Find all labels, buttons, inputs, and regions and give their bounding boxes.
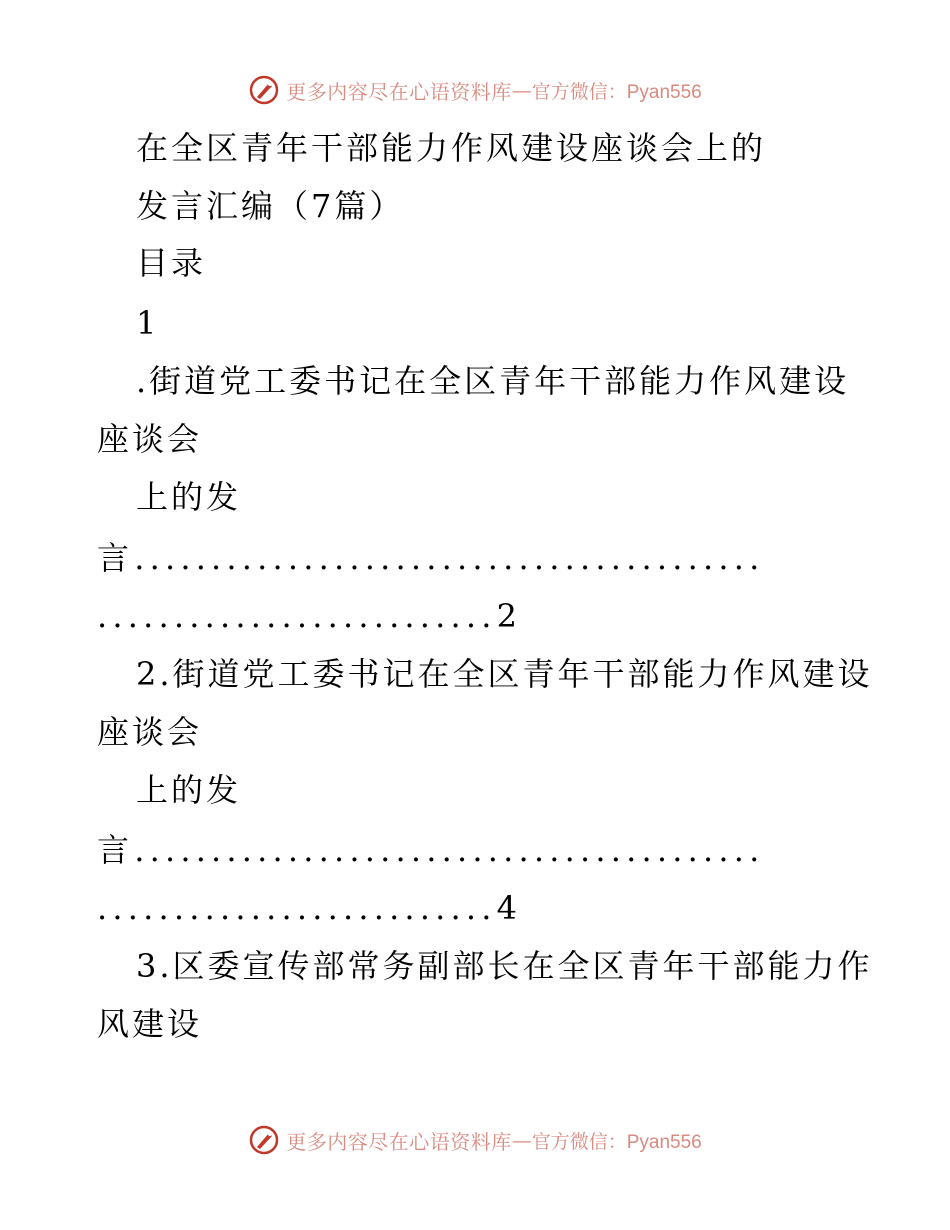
toc-entry-2-line1[interactable]: 2.街道党工委书记在全区青年干部能力作风建设 (136, 655, 873, 693)
banner-main-text: 更多内容尽在心语资料库 (286, 79, 512, 104)
footer-main-text: 更多内容尽在心语资料库 (286, 1129, 512, 1154)
pen-logo-icon (248, 74, 280, 106)
header-banner (0, 70, 950, 110)
toc-entry-2-line3[interactable]: 上的发 (136, 771, 242, 809)
footer-separator: — (511, 1128, 532, 1152)
pen-logo-icon (248, 1124, 280, 1156)
toc-entry-2-leader: 言......................................... (97, 831, 765, 869)
toc-entry-2-line2[interactable]: 座谈会 (97, 713, 203, 751)
toc-entry-1-number: 1 (136, 304, 160, 342)
toc-entry-1-leader: 言......................................... (97, 539, 765, 577)
toc-entry-3-line2[interactable]: 风建设 (97, 1005, 203, 1043)
banner-separator: — (511, 78, 532, 102)
doc-title-line2: 发言汇编（7篇） (136, 187, 405, 225)
banner-contact: 官方微信：Pyan556 (531, 81, 702, 103)
toc-entry-1-line2[interactable]: 座谈会 (97, 420, 203, 458)
doc-title-line1: 在全区青年干部能力作风建设座谈会上的 (136, 129, 767, 167)
toc-entry-2-leader-cont: .......................... (97, 889, 497, 927)
footer-banner (0, 1120, 950, 1160)
footer-contact: 官方微信：Pyan556 (531, 1131, 702, 1153)
toc-entry-1-leader-end[interactable] (97, 596, 520, 636)
toc-heading: 目录 (136, 244, 207, 282)
toc-entry-1-page: 2 (496, 597, 521, 635)
toc-entry-1-line1[interactable]: .街道党工委书记在全区青年干部能力作风建设 (136, 362, 850, 400)
toc-entry-1-leader-cont: .......................... (97, 597, 497, 635)
toc-entry-2-line4[interactable] (97, 830, 764, 870)
toc-entry-1-line4[interactable] (97, 538, 764, 578)
toc-entry-3-line1[interactable]: 3.区委宣传部常务副部长在全区青年干部能力作 (136, 947, 873, 985)
toc-entry-2-page: 4 (496, 889, 521, 927)
toc-entry-2-leader-end[interactable] (97, 888, 520, 928)
toc-entry-1-line3[interactable]: 上的发 (136, 478, 242, 516)
